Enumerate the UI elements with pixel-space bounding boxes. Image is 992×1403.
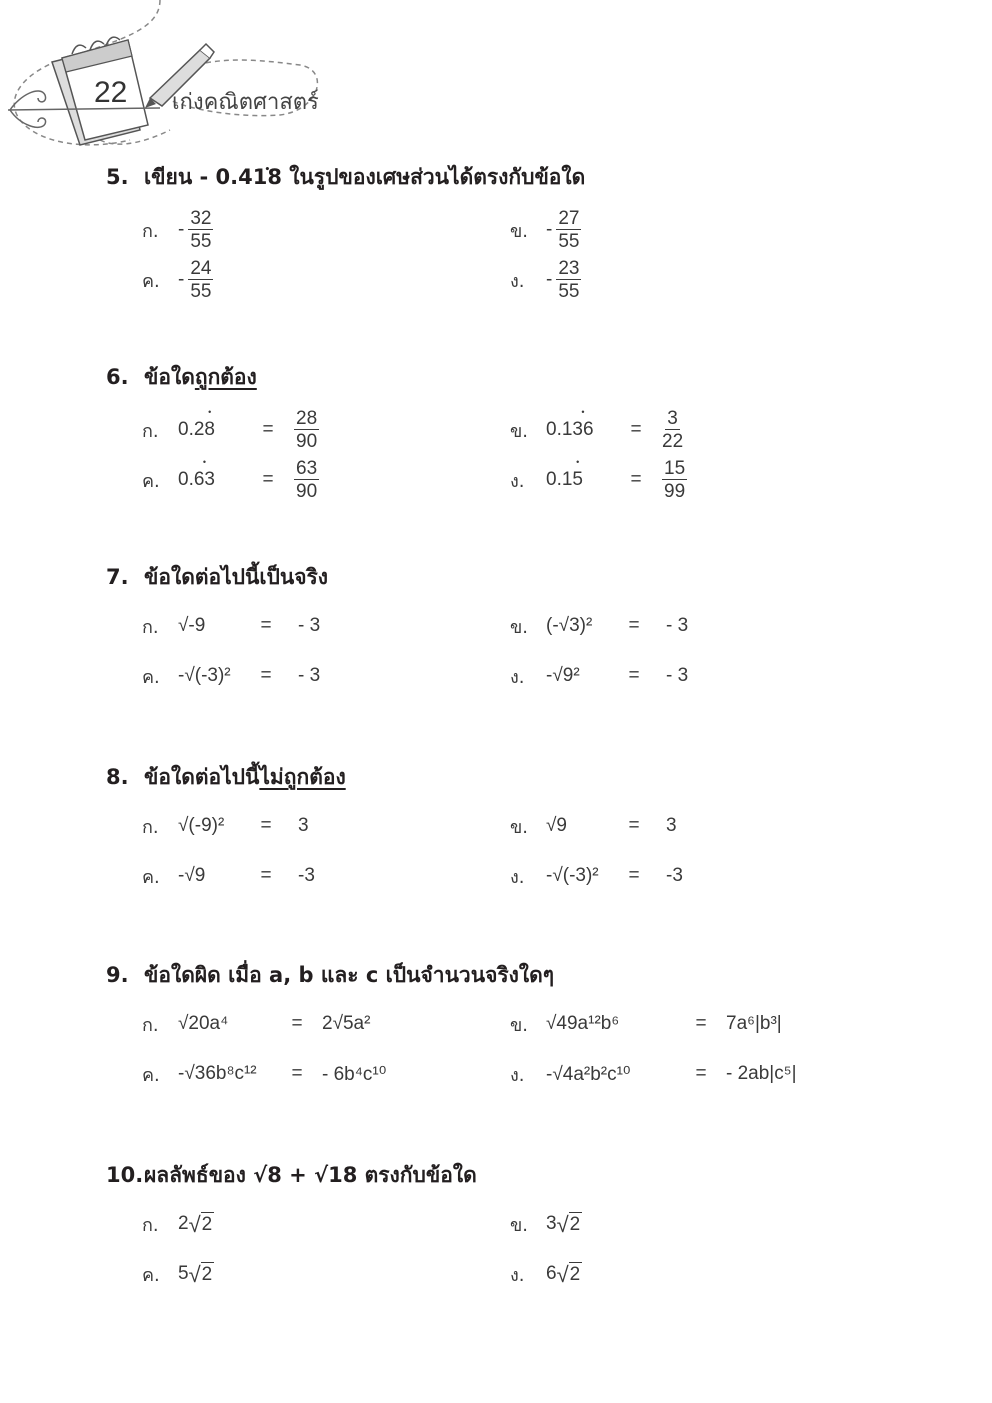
sqrt-symbol: √ 2 <box>188 1212 213 1237</box>
fraction: $\frac{28}{90}$ <box>296 408 318 452</box>
option-c[interactable]: ค. - $\frac{24}{55}$ <box>142 258 212 302</box>
question-8 <box>106 760 866 900</box>
fraction: $\frac{32}{55}$ <box>190 208 212 252</box>
book-title: เก่งคณิตศาสตร์ <box>172 90 319 115</box>
option-a[interactable]: ก. √-9 = - 3 <box>142 615 321 638</box>
option-b[interactable]: ข. √49a¹²b⁶ = 7a⁶|b³| <box>510 1013 782 1036</box>
math-expression: √8 + √18 <box>253 1163 358 1187</box>
option-d[interactable]: ง. 6 √ 2 <box>510 1262 581 1287</box>
option-a[interactable]: ก. - $\frac{32}{55}$ <box>142 208 212 252</box>
option-b[interactable]: ข. - $\frac{27}{55}$ <box>510 208 580 252</box>
fraction: $\frac{23}{55}$ <box>558 258 580 302</box>
option-a[interactable]: ก. √20a⁴ = 2√5a² <box>142 1013 371 1036</box>
option-d[interactable]: ง. 0.15 • = $\frac{15}{99}$ <box>510 458 687 502</box>
emphasis-underline: ไม่ถูกต้อง <box>259 765 346 789</box>
fraction: $\frac{27}{55}$ <box>558 208 580 252</box>
question-title: 8. ข้อใดต่อไปนี้ไม่ถูกต้อง <box>106 765 346 789</box>
question-title: 9. ข้อใดผิด เมื่อ a, b และ c เป็นจำนวนจริงใดๆ <box>106 963 555 987</box>
option-d[interactable]: ง. -√(-3)² = -3 <box>510 865 683 888</box>
option-a[interactable]: ก. 0.28 • = $\frac{28}{90}$ <box>142 408 319 452</box>
notebook-pen-illustration <box>0 0 330 150</box>
question-title: 5. เขียน - 0.418 • ในรูปของเศษส่วนได้ตรงกับข้อใด <box>106 160 866 194</box>
sqrt-symbol: √ 2 <box>556 1262 581 1287</box>
option-b[interactable]: ข. 0.136 • = $\frac{3}{22}$ <box>510 408 683 452</box>
question-9 <box>106 958 866 1098</box>
emphasis-underline: ถูกต้อง <box>194 365 257 389</box>
option-b[interactable]: ข. 3 √ 2 <box>510 1212 581 1237</box>
sqrt-symbol: √ 2 <box>188 1262 213 1287</box>
option-c[interactable]: ค. -√9 = -3 <box>142 865 315 888</box>
option-d[interactable]: ง. -√9² = - 3 <box>510 665 689 688</box>
option-c[interactable]: ค. 0.63 • = $\frac{63}{90}$ <box>142 458 319 502</box>
question-5 <box>106 160 866 320</box>
option-d[interactable]: ง. -√4a²b²c¹⁰ = - 2ab|c⁵| <box>510 1063 797 1086</box>
sqrt-symbol: √ 2 <box>556 1212 581 1237</box>
option-c[interactable]: ค. -√36b⁸c¹² = - 6b⁴c¹⁰ <box>142 1063 387 1086</box>
question-7 <box>106 560 866 700</box>
question-title: 6. ข้อใดถูกต้อง <box>106 365 257 389</box>
option-a[interactable]: ก. 2 √ 2 <box>142 1212 213 1237</box>
fraction: $\frac{3}{22}$ <box>662 408 684 452</box>
fraction: $\frac{63}{90}$ <box>296 458 318 502</box>
question-title: 10.ผลลัพธ์ของ √8 + √18 ตรงกับข้อใด <box>106 1163 477 1187</box>
question-6 <box>106 360 866 520</box>
option-c[interactable]: ค. -√(-3)² = - 3 <box>142 665 321 688</box>
option-b[interactable]: ข. √9 = 3 <box>510 815 677 838</box>
repeating-digits: 18 • <box>253 165 282 189</box>
fraction: $\frac{24}{55}$ <box>190 258 212 302</box>
option-d[interactable]: ง. - $\frac{23}{55}$ <box>510 258 580 302</box>
question-title: 7. ข้อใดต่อไปนี้เป็นจริง <box>106 565 329 589</box>
question-10 <box>106 1158 866 1298</box>
page-number: 22 <box>94 76 128 109</box>
option-c[interactable]: ค. 5 √ 2 <box>142 1262 213 1287</box>
option-b[interactable]: ข. (-√3)² = - 3 <box>510 615 689 638</box>
fraction: $\frac{15}{99}$ <box>664 458 686 502</box>
option-a[interactable]: ก. √(-9)² = 3 <box>142 815 309 838</box>
